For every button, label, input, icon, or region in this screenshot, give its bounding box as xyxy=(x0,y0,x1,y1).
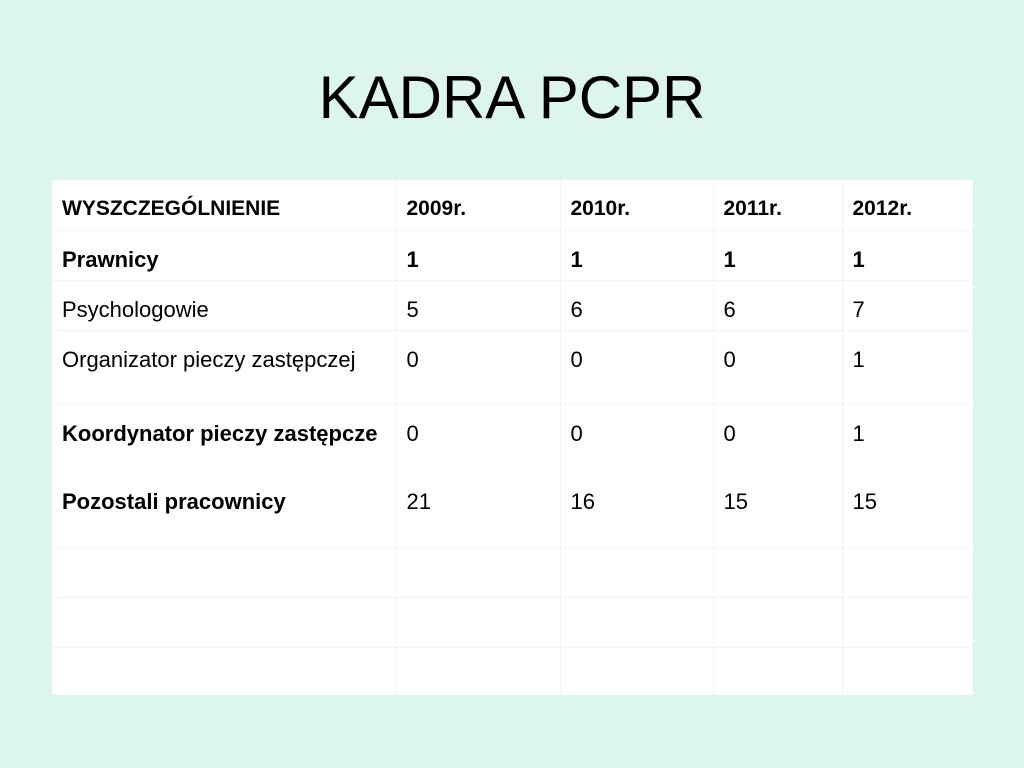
header-cell-category: WYSZCZEGÓLNIENIE xyxy=(52,180,396,230)
empty-row xyxy=(52,597,973,647)
header-cell-2009: 2009r. xyxy=(396,180,560,230)
table-cell: 0 xyxy=(560,330,713,403)
table-cell xyxy=(842,403,973,547)
empty-cell xyxy=(713,597,842,647)
table-row xyxy=(52,230,973,280)
empty-cell xyxy=(560,597,713,647)
row-label: Organizator pieczy zastępczej xyxy=(52,330,396,403)
empty-cell xyxy=(842,547,973,597)
empty-row xyxy=(52,547,973,597)
empty-cell xyxy=(52,547,396,597)
empty-cell xyxy=(52,647,396,694)
table-cell xyxy=(560,403,713,547)
row-label xyxy=(52,403,396,547)
row-label-koordynator: Koordynator pieczy zastępcze xyxy=(62,421,378,446)
empty-cell xyxy=(396,647,560,694)
cell-pozostali-2010: 16 xyxy=(570,488,595,514)
cell-koordynator-2012: 1 xyxy=(852,420,865,446)
cell-koordynator-2011: 0 xyxy=(723,420,736,446)
empty-cell xyxy=(842,597,973,647)
table-cell: 5 xyxy=(396,280,560,330)
table-cell: 1 xyxy=(713,230,842,280)
cell-koordynator-2010: 0 xyxy=(570,420,583,446)
cell-pozostali-2011: 15 xyxy=(723,488,748,514)
table-cell: 1 xyxy=(396,230,560,280)
table-row xyxy=(52,280,973,330)
empty-cell xyxy=(52,597,396,647)
table-cell: 1 xyxy=(842,330,973,403)
table-cell xyxy=(396,403,560,547)
empty-cell xyxy=(713,547,842,597)
table-header-row xyxy=(52,180,973,230)
empty-cell xyxy=(560,547,713,597)
row-label-pozostali: Pozostali pracownicy xyxy=(62,488,286,514)
cell-pozostali-2012: 15 xyxy=(852,488,877,514)
header-cell-2010: 2010r. xyxy=(560,180,713,230)
table-cell: 6 xyxy=(560,280,713,330)
table-cell: 7 xyxy=(842,280,973,330)
header-cell-2012: 2012r. xyxy=(842,180,973,230)
empty-cell xyxy=(842,647,973,694)
table-cell: 1 xyxy=(842,230,973,280)
empty-cell xyxy=(560,647,713,694)
header-cell-2011: 2011r. xyxy=(713,180,842,230)
staff-table-container xyxy=(52,180,973,695)
row-label: Prawnicy xyxy=(52,230,396,280)
row-label: Psychologowie xyxy=(52,280,396,330)
table-cell: 6 xyxy=(713,280,842,330)
staff-table xyxy=(52,180,973,694)
empty-cell xyxy=(396,597,560,647)
table-row xyxy=(52,330,973,403)
cell-koordynator-2009: 0 xyxy=(406,420,419,446)
empty-row xyxy=(52,647,973,694)
table-cell: 0 xyxy=(713,330,842,403)
empty-cell xyxy=(396,547,560,597)
slide-title: KADRA PCPR xyxy=(318,64,706,131)
cell-pozostali-2009: 21 xyxy=(406,488,431,514)
empty-cell xyxy=(713,647,842,694)
table-cell: 0 xyxy=(396,330,560,403)
table-cell: 1 xyxy=(560,230,713,280)
table-row xyxy=(52,403,973,547)
table-cell xyxy=(713,403,842,547)
